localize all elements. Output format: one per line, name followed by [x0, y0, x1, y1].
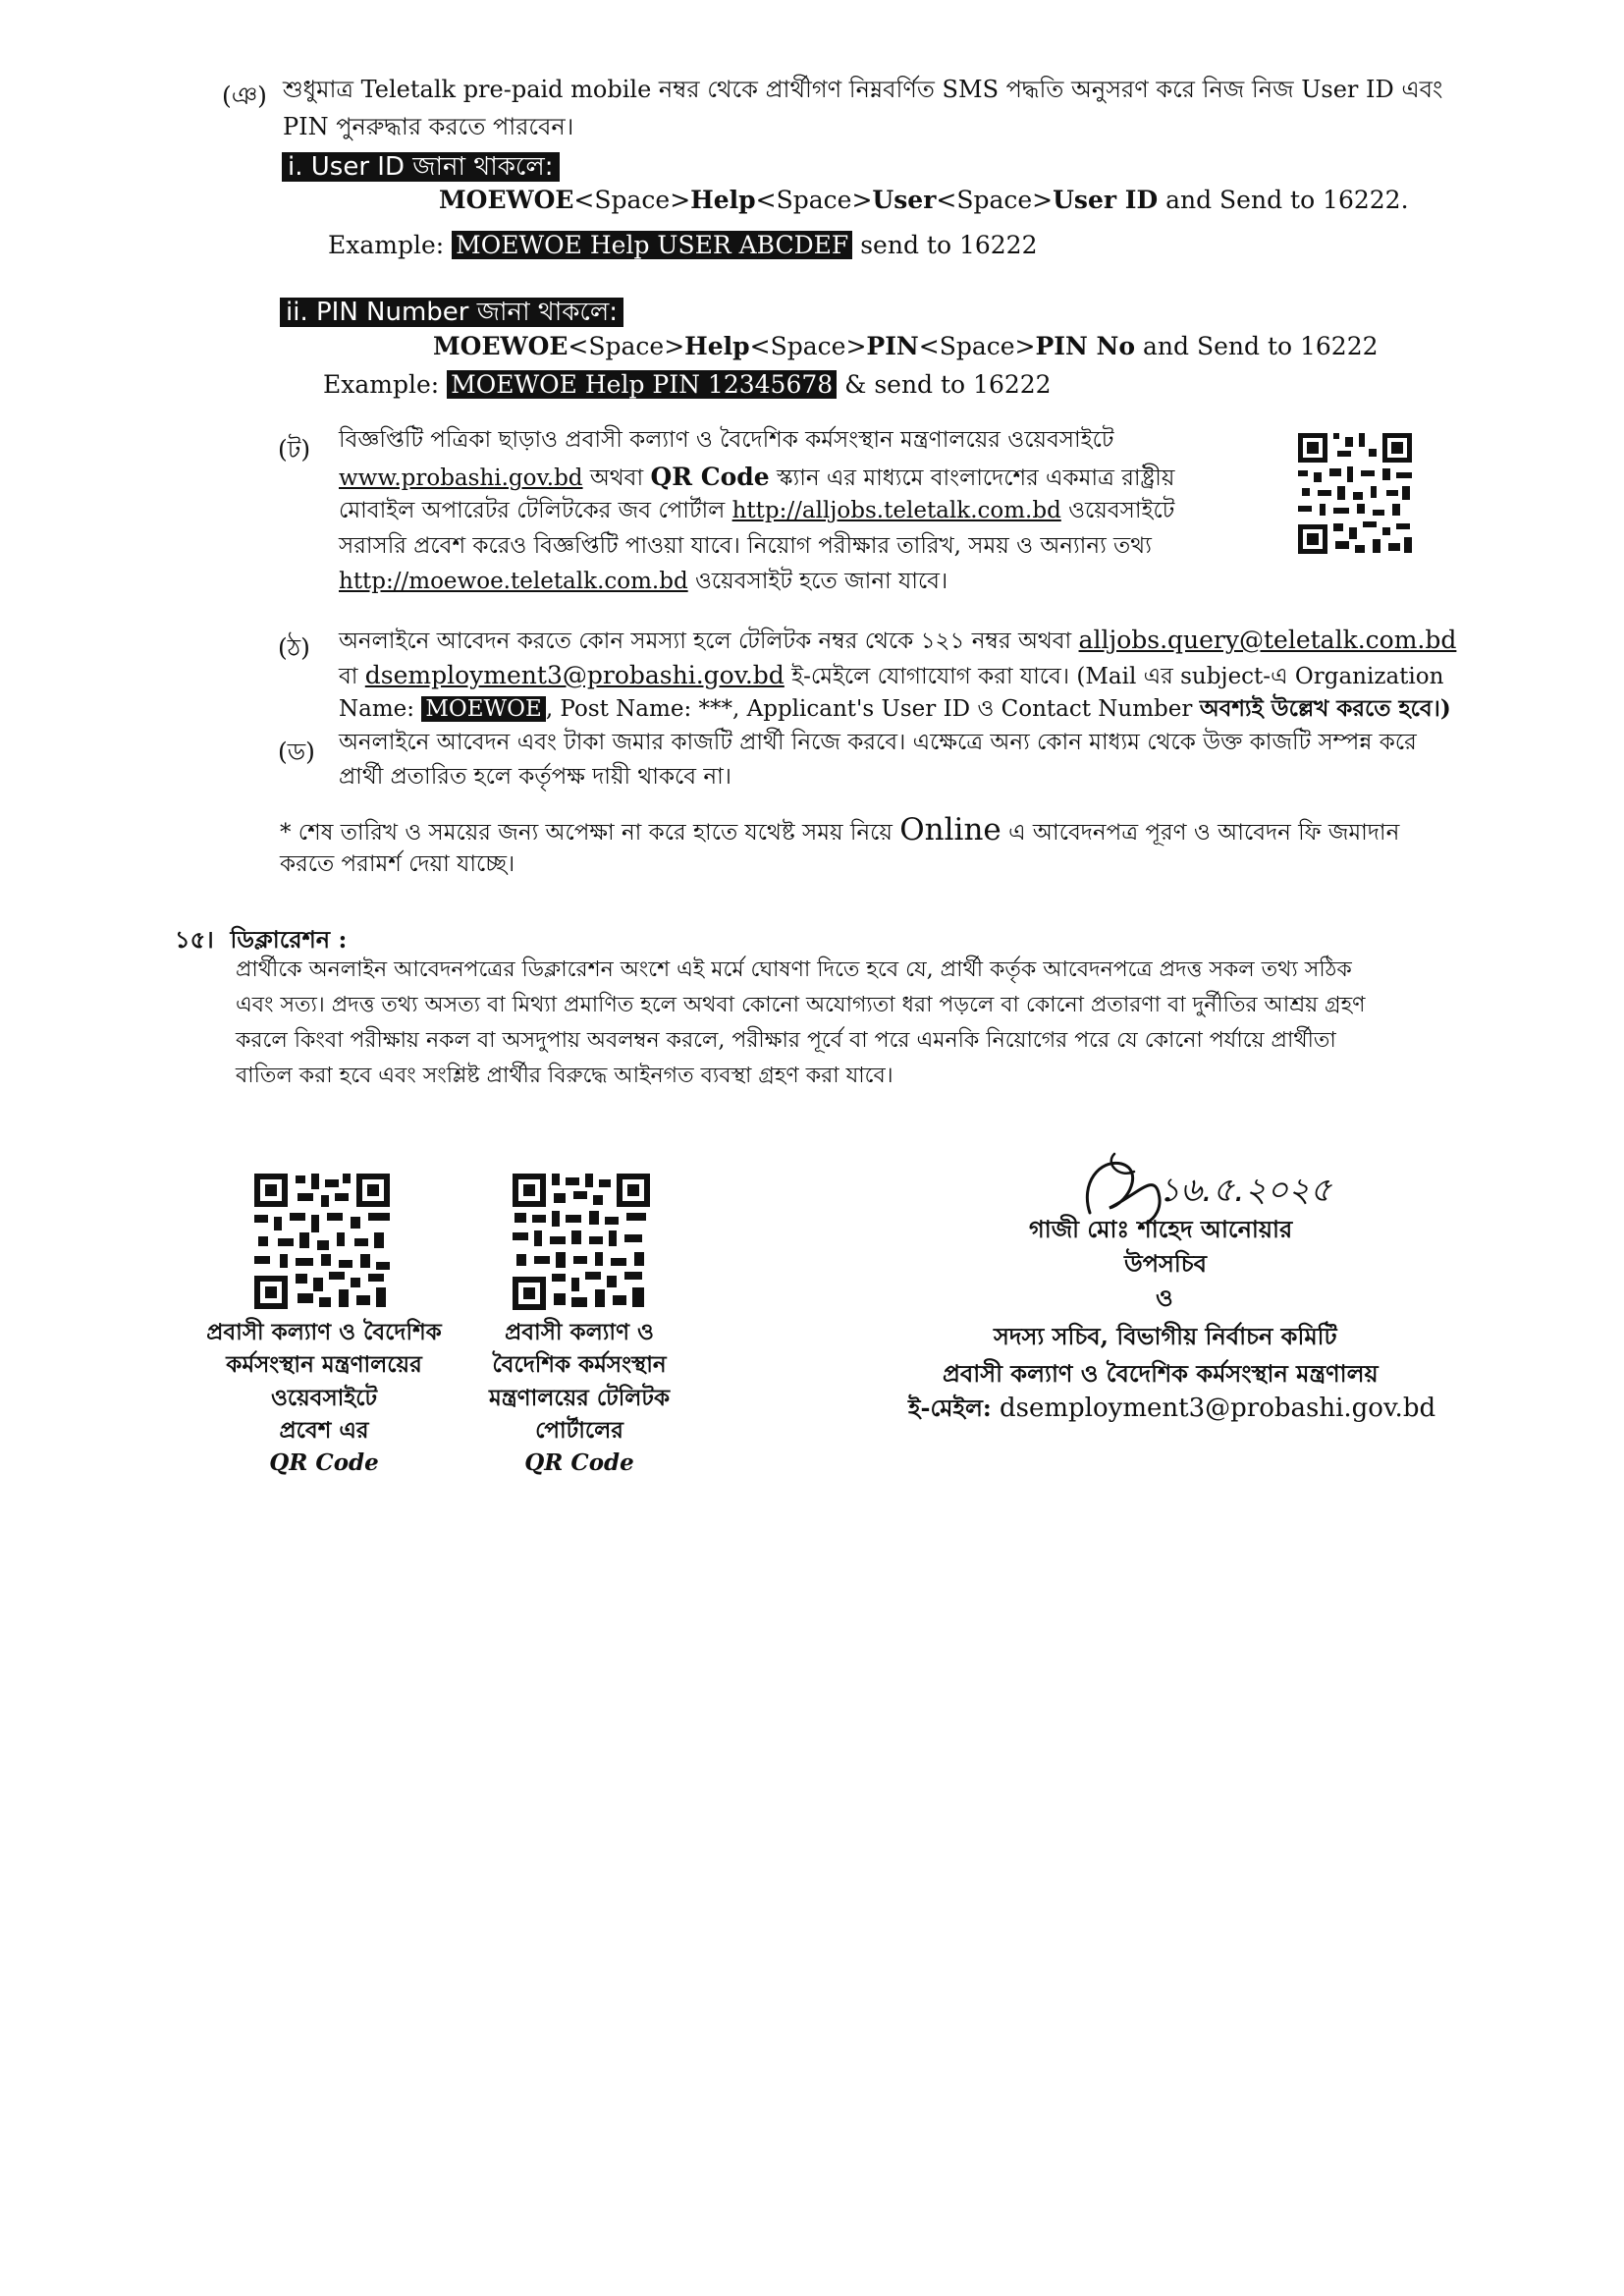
format-space: <Space> [936, 186, 1054, 214]
caption-line: প্রবাসী কল্যাণ ও [505, 1319, 654, 1345]
text: ওয়েবসাইট হতে জানা যাবে। [687, 569, 948, 594]
example-code-highlight: MOEWOE Help USER ABCDEF [452, 231, 852, 259]
declaration-line2: এবং সত্য। প্রদত্ত তথ্য অসত্য বা মিথ্যা প্রমাণিত হলে অথবা কোনো অযোগ্যতা ধরা পড়লে বা কোনো প্রতারণা বা দুর্নীতির আশ্রয় গ্রহণ [236, 993, 1366, 1017]
format-pinno: PIN No [1035, 332, 1136, 360]
signatory-role: সদস্য সচিব, বিভাগীয় নির্বাচন কমিটি [994, 1322, 1337, 1350]
format-space: <Space> [573, 186, 691, 214]
format-help: Help [690, 186, 756, 214]
item-t-line4: সরাসরি প্রবেশ করেও বিজ্ঞপ্তিটি পাওয়া যাবে। নিয়োগ পরীক্ষার তারিখ, সময় ও অন্যান্য তথ্য [339, 533, 1152, 559]
caption-line: কর্মসংস্থান মন্ত্রণালয়ের [226, 1351, 422, 1379]
signature-date: ১৬.৫.২০২৫ [1159, 1171, 1332, 1210]
signatory-name: গাজী মোঃ শাহেদ আনোয়ার [1029, 1215, 1293, 1243]
email-address: dsemployment3@probashi.gov.bd [991, 1394, 1436, 1423]
item-t-line1: বিজ্ঞপ্তিটি পত্রিকা ছাড়াও প্রবাসী কল্যাণ ও বৈদেশিক কর্মসংস্থান মন্ত্রণালয়ের ওয়েবসাইটে [339, 427, 1114, 453]
user-id-format [439, 185, 1409, 215]
text: অথবা [582, 465, 651, 491]
item-marker-d: (ড) [278, 738, 315, 766]
user-id-label-text: i. User ID জানা থাকলে: [282, 152, 560, 182]
text: ওয়েবসাইটে [1060, 498, 1175, 523]
text: ই-মেইলে যোগাযোগ করা যাবে। (Mail এর subject-এ Organization [784, 664, 1444, 689]
format-tail: and Send to 16222. [1158, 186, 1409, 214]
declaration-heading [175, 925, 347, 955]
organization-highlight: MOEWOE [421, 696, 545, 722]
format-tail: and Send to 16222 [1135, 332, 1379, 360]
pin-label-text: ii. PIN Number জানা থাকলে: [280, 298, 623, 327]
qr-middle-caption [447, 1316, 712, 1480]
declaration-line3: করলে কিংবা পরীক্ষায় নকল বা অসদুপায় অবলম্বন করলে, পরীক্ষার পূর্বে বা পরে এমনকি নিয়োগের পরে যে কোনো পর্যায়ে প্রার্থীতা [236, 1028, 1336, 1053]
alljobs-link[interactable]: http://alljobs.teletalk.com.bd [731, 498, 1061, 523]
text: Name: [339, 696, 422, 722]
item-marker-t: (ট) [278, 435, 311, 464]
format-help: Help [684, 332, 750, 360]
text: এ আবেদনপত্র পূরণ ও আবেদন ফি জমাদান [1001, 820, 1400, 846]
sms-intro-line1: শুধুমাত্র Teletalk pre-paid mobile নম্বর থেকে প্রার্থীগণ নিম্নবর্ণিত SMS পদ্ধতি অনুসরণ করে নিজ নিজ User ID এবং [283, 76, 1443, 103]
caption-qr-code: QR Code [269, 1449, 379, 1477]
section-title: ডিক্লারেশন : [230, 925, 348, 954]
item-t-line2 [339, 462, 1174, 493]
user-id-example [328, 230, 1037, 260]
text: * শেষ তারিখ ও সময়ের জন্য অপেক্ষা না করে হাতে যথেষ্ট সময় নিয়ে [280, 820, 900, 846]
item-d-line2: প্রার্থী প্রতারিত হলে কর্তৃপক্ষ দায়ী থাকবে না। [339, 764, 732, 790]
text: মোবাইল অপারেটর টেলিটকের জব পোর্টাল [339, 498, 732, 523]
online-text: Online [899, 812, 1001, 847]
caption-line: প্রবেশ এর [279, 1417, 369, 1445]
caption-qr-code: QR Code [524, 1449, 634, 1477]
example-code-highlight: MOEWOE Help PIN 12345678 [447, 370, 837, 399]
text: অনলাইনে আবেদন করতে কোন সমস্যা হলে টেলিটক নম্বর থেকে ১২১ নম্বর অথবা [339, 629, 1079, 654]
item-t-line3 [339, 497, 1174, 525]
caption-line: বৈদেশিক কর্মসংস্থান [492, 1351, 667, 1379]
format-space: <Space> [568, 332, 685, 360]
qr-code-teletalk-portal [511, 1172, 652, 1312]
item-th-line1 [339, 625, 1456, 656]
item-th-line3 [339, 695, 1451, 724]
caption-line: মন্ত্রণালয়ের টেলিটক [488, 1384, 671, 1411]
item-t-line5 [339, 568, 947, 596]
item-marker-th: (ঠ) [278, 633, 310, 662]
moewoe-link[interactable]: http://moewoe.teletalk.com.bd [339, 569, 688, 594]
caption-line: ওয়েবসাইটে [270, 1384, 378, 1411]
email-label: ই-মেইল: [908, 1394, 992, 1422]
sms-intro-line2: PIN পুনরুদ্ধার করতে পারবেন। [283, 113, 574, 140]
signatory-ministry: প্রবাসী কল্যাণ ও বৈদেশিক কর্মসংস্থান মন্ত্রণালয় [943, 1359, 1379, 1388]
alljobs-query-email-link[interactable]: alljobs.query@teletalk.com.bd [1078, 626, 1457, 654]
item-marker-nya: (ঞ) [222, 82, 267, 110]
signatory-designation: উপসচিব [1124, 1249, 1208, 1278]
format-space: <Space> [755, 186, 873, 214]
pin-format [433, 331, 1379, 361]
example-tail: & send to 16222 [837, 370, 1052, 399]
example-label: Example: [328, 231, 453, 259]
format-pin: PIN [866, 332, 919, 360]
text: বা [339, 664, 365, 689]
format-userid: User ID [1053, 186, 1159, 214]
caption-line: পোর্টালের [535, 1417, 623, 1445]
format-space: <Space> [918, 332, 1036, 360]
section-number: ১৫। [175, 925, 214, 954]
text: , Post Name: ***, Applicant's User ID ও Contact Number [545, 696, 1200, 722]
qr-left-caption [182, 1316, 466, 1480]
pin-example [323, 369, 1052, 400]
pin-label [280, 297, 623, 329]
declaration-line4: বাতিল করা হবে এবং সংশ্লিষ্ট প্রার্থীর বিরুদ্ধে আইনগত ব্যবস্থা গ্রহণ করা যাবে। [236, 1064, 893, 1088]
qr-code-ministry-website [252, 1172, 392, 1311]
item-d-line1: অনলাইনে আবেদন এবং টাকা জমার কাজটি প্রার্থী নিজে করবে। এক্ষেত্রে অন্য কোন মাধ্যম থেকে উক্ত কাজটি সম্পন্ন করে [339, 730, 1417, 755]
qr-code-bold: QR Code [650, 463, 770, 491]
probashi-website-link[interactable]: www.probashi.gov.bd [339, 465, 583, 491]
signatory-email [908, 1391, 1435, 1430]
qr-code-right [1294, 429, 1416, 558]
item-th-line2 [339, 660, 1443, 691]
format-space: <Space> [749, 332, 867, 360]
format-moewoe: MOEWOE [433, 332, 568, 360]
format-moewoe: MOEWOE [439, 186, 574, 214]
note-line1 [280, 811, 1399, 849]
mandatory-note: অবশ্যই উল্লেখ করতে হবে।) [1199, 695, 1451, 722]
note-line2: করতে পরামর্শ দেয়া যাচ্ছে। [280, 851, 515, 877]
dsemployment-email-link[interactable]: dsemployment3@probashi.gov.bd [364, 661, 785, 689]
example-label: Example: [323, 370, 448, 399]
text: স্ক্যান এর মাধ্যমে বাংলাদেশের একমাত্র রাষ্ট্রীয় [769, 465, 1175, 491]
declaration-line1: প্রার্থীকে অনলাইন আবেদনপত্রের ডিক্লারেশন অংশে এই মর্মে ঘোষণা দিতে হবে যে, প্রার্থী কর্তৃক আবেদনপত্রে প্রদত্ত সকল তথ্য সঠিক [236, 957, 1352, 982]
signatory-conjunction: ও [1156, 1284, 1173, 1312]
format-user: User [872, 186, 937, 214]
caption-line: প্রবাসী কল্যাণ ও বৈদেশিক [206, 1319, 442, 1345]
example-tail: send to 16222 [852, 231, 1038, 259]
user-id-label [282, 151, 560, 184]
